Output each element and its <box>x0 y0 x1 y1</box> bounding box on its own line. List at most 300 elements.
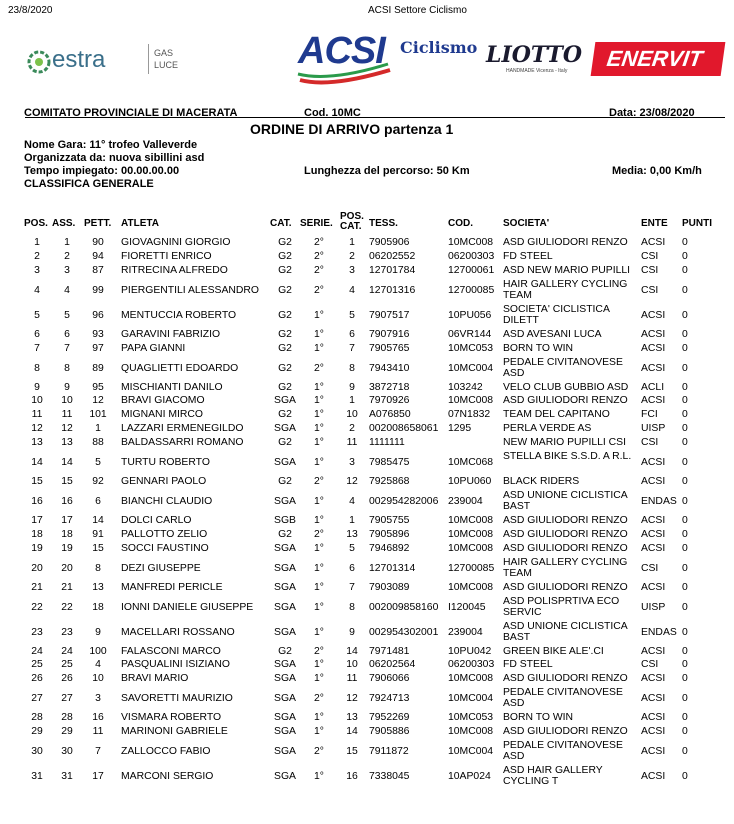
cell-atleta: RITRECINA ALFREDO <box>121 264 228 276</box>
cell-ass: 10 <box>61 395 73 407</box>
cell-cod: 103242 <box>448 381 483 393</box>
cell-poscat: 10 <box>346 409 358 421</box>
cell-cat: G2 <box>278 437 292 449</box>
cell-punti: 0 <box>682 514 688 526</box>
cell-poscat: 13 <box>346 528 358 540</box>
cell-tess: 002954302001 <box>369 626 439 638</box>
print-date: 23/8/2020 <box>8 5 53 16</box>
cell-cod: I120045 <box>448 601 486 613</box>
cell-atleta: MANFREDI PERICLE <box>121 581 223 593</box>
table-row <box>0 673 734 687</box>
cell-cod: 06200303 <box>448 250 495 262</box>
cell-pett: 9 <box>95 626 101 638</box>
cell-serie: 1° <box>314 626 324 638</box>
cell-ente: ACSI <box>641 476 666 487</box>
cell-societa: FD STEEL <box>503 659 553 671</box>
cell-societa: SOCIETA' CICLISTICA DILETT <box>503 303 610 326</box>
table-row <box>0 646 734 660</box>
cell-serie: 1° <box>314 381 324 393</box>
cell-atleta: GIOVAGNINI GIORGIO <box>121 237 231 248</box>
header-rule <box>25 117 725 118</box>
cell-serie: 1° <box>314 581 324 593</box>
table-row <box>0 687 734 712</box>
cell-pos: 6 <box>34 328 40 340</box>
cell-ente: CSI <box>641 250 659 262</box>
cell-atleta: BALDASSARRI ROMANO <box>121 437 244 449</box>
cell-atleta: GARAVINI FABRIZIO <box>121 328 221 340</box>
cell-punti: 0 <box>682 328 688 340</box>
cell-punti: 0 <box>682 771 688 782</box>
cell-pos: 30 <box>31 746 43 757</box>
race-name: Nome Gara: 11° trofeo Valleverde <box>24 139 198 151</box>
cell-tess: 002009858160 <box>369 601 439 613</box>
cell-cod: 12700061 <box>448 264 495 276</box>
cell-poscat: 2 <box>349 250 355 262</box>
cell-tess: 7970926 <box>369 395 410 407</box>
cell-tess: 7906066 <box>369 673 410 685</box>
cell-serie: 2° <box>314 284 324 296</box>
cell-pos: 10 <box>31 395 43 407</box>
cell-pett: 87 <box>92 264 104 276</box>
cell-poscat: 10 <box>346 659 358 671</box>
cell-pett: 10 <box>92 673 104 685</box>
cell-ente: UISP <box>641 423 666 435</box>
cell-poscat: 15 <box>346 746 358 757</box>
cell-cod: 10PU060 <box>448 476 492 487</box>
cell-poscat: 16 <box>346 771 358 782</box>
cell-serie: 1° <box>314 328 324 340</box>
cell-punti: 0 <box>682 264 688 276</box>
cell-pett: 7 <box>95 746 101 757</box>
cell-tess: 3872718 <box>369 381 410 393</box>
table-row <box>0 251 734 265</box>
cell-ass: 21 <box>61 581 73 593</box>
cell-cat: G2 <box>278 328 292 340</box>
organizer: Organizzata da: nuova sibillini asd <box>24 152 205 164</box>
cell-cod: 06VR144 <box>448 328 492 340</box>
cell-ente: ACSI <box>641 581 666 593</box>
cell-ass: 11 <box>61 409 73 421</box>
cell-cat: G2 <box>278 362 292 374</box>
cell-pos: 4 <box>34 284 40 296</box>
time-taken: Tempo impiegato: 00.00.00.00 <box>24 165 180 177</box>
cell-punti: 0 <box>682 395 688 407</box>
cell-pett: 91 <box>92 528 104 540</box>
cell-pos: 7 <box>34 342 40 354</box>
cell-cod: 10MC008 <box>448 726 494 738</box>
cell-cod: 1295 <box>448 423 472 435</box>
cell-ente: ACSI <box>641 528 666 540</box>
cell-serie: 1° <box>314 514 324 526</box>
table-row <box>0 596 734 621</box>
cell-ente: FCI <box>641 409 658 421</box>
cell-punti: 0 <box>682 284 688 296</box>
table-row <box>0 395 734 409</box>
cell-poscat: 7 <box>349 342 355 354</box>
cell-tess: 7905765 <box>369 342 410 354</box>
cell-ass: 24 <box>61 645 73 657</box>
cell-societa: PERLA VERDE AS <box>503 423 592 435</box>
cell-pos: 20 <box>31 562 43 574</box>
cell-ente: ACSI <box>641 712 666 724</box>
cell-ass: 23 <box>61 626 73 638</box>
table-row <box>0 237 734 251</box>
cell-atleta: MIGNANI MIRCO <box>121 409 203 421</box>
cell-societa: BLACK RIDERS <box>503 476 580 487</box>
cell-ass: 6 <box>64 328 70 340</box>
cell-pett: 18 <box>92 601 104 613</box>
cell-cod: 10PU056 <box>448 309 492 321</box>
cell-ente: ACSI <box>641 457 666 468</box>
cell-atleta: DOLCI CARLO <box>121 514 192 526</box>
cell-societa: ASD NEW MARIO PUPILLI <box>503 264 631 276</box>
cell-pett: 101 <box>89 409 107 421</box>
cell-ass: 5 <box>64 309 70 321</box>
liotto-sub: HANDMADE Vicenza - Italy <box>506 68 568 74</box>
cell-cod: 10MC053 <box>448 712 494 724</box>
table-row <box>0 304 734 329</box>
cell-pett: 99 <box>92 284 104 296</box>
cell-pett: 94 <box>92 250 104 262</box>
cell-atleta: MARCONI SERGIO <box>121 771 214 782</box>
cell-cat: SGA <box>274 673 296 685</box>
cell-ass: 22 <box>61 601 73 613</box>
cell-poscat: 8 <box>349 362 355 374</box>
cell-tess: 7911872 <box>369 746 409 757</box>
cell-cat: SGA <box>274 712 296 724</box>
cell-serie: 1° <box>314 726 324 738</box>
table-row <box>0 279 734 304</box>
cell-cod: 12700085 <box>448 284 495 296</box>
table-row <box>0 451 734 476</box>
col-pos: POS. <box>24 218 48 229</box>
cell-serie: 1° <box>314 457 324 468</box>
cell-punti: 0 <box>682 309 688 321</box>
cell-pett: 17 <box>92 771 104 782</box>
cell-ente: ACSI <box>641 237 666 248</box>
cell-poscat: 6 <box>349 562 355 574</box>
cell-cat: SGA <box>274 746 296 757</box>
cell-societa: VELO CLUB GUBBIO ASD <box>503 381 629 393</box>
cell-pos: 9 <box>34 381 40 393</box>
cell-pos: 28 <box>31 712 43 724</box>
cell-poscat: 3 <box>349 264 355 276</box>
cell-ente: CSI <box>641 284 659 296</box>
col-poscat: POS. CAT. <box>340 211 364 232</box>
cell-cod: 07N1832 <box>448 409 491 421</box>
col-cat: CAT. <box>270 218 292 229</box>
cell-poscat: 12 <box>346 693 358 705</box>
cell-tess: 7971481 <box>369 645 410 657</box>
cell-atleta: IONNI DANIELE GIUSEPPE <box>121 601 254 613</box>
cell-ente: ACSI <box>641 342 666 354</box>
cell-tess: 7905896 <box>369 528 410 540</box>
cell-tess: 7907517 <box>369 309 410 321</box>
cell-ass: 30 <box>61 746 73 757</box>
cell-cat: G2 <box>278 409 292 421</box>
cell-serie: 2° <box>314 250 324 262</box>
estra-name: estra <box>52 46 106 73</box>
col-ente: ENTE <box>641 218 668 229</box>
cell-punti: 0 <box>682 342 688 354</box>
cell-pos: 3 <box>34 264 40 276</box>
cell-pett: 90 <box>92 237 104 248</box>
cell-atleta: BRAVI GIACOMO <box>121 395 205 407</box>
cell-cod: 10MC008 <box>448 542 494 554</box>
cell-pett: 15 <box>92 542 104 554</box>
cell-pett: 1 <box>95 423 101 435</box>
estra-mark-icon <box>26 49 52 75</box>
cell-pos: 14 <box>31 457 43 468</box>
cell-cat: SGA <box>274 457 296 468</box>
cell-cod: 10MC008 <box>448 514 494 526</box>
cell-atleta: GENNARI PAOLO <box>121 476 207 487</box>
print-title: ACSI Settore Ciclismo <box>368 5 467 16</box>
cell-serie: 1° <box>314 309 324 321</box>
cell-societa: ASD GIULIODORI RENZO <box>503 726 628 738</box>
cell-atleta: PALLOTTO ZELIO <box>121 528 208 540</box>
cell-cat: SGA <box>274 581 296 593</box>
cell-pett: 95 <box>92 381 104 393</box>
cell-pos: 22 <box>31 601 43 613</box>
cell-tess: 7905906 <box>369 237 410 248</box>
cell-serie: 1° <box>314 771 324 782</box>
cell-punti: 0 <box>682 726 688 738</box>
table-row <box>0 343 734 357</box>
estra-gas: GAS <box>154 48 174 58</box>
cell-cod: 10MC008 <box>448 673 494 685</box>
cell-pos: 11 <box>31 409 43 421</box>
col-tess: TESS. <box>369 218 398 229</box>
cell-poscat: 1 <box>349 395 355 407</box>
cell-cod: 10MC008 <box>448 395 494 407</box>
cell-cod: 239004 <box>448 495 483 507</box>
cell-punti: 0 <box>682 437 688 449</box>
cell-pett: 4 <box>95 659 101 671</box>
cell-societa: ASD GIULIODORI RENZO <box>503 673 628 685</box>
cell-societa: ASD GIULIODORI RENZO <box>503 542 628 554</box>
cell-poscat: 12 <box>346 476 358 487</box>
cell-punti: 0 <box>682 409 688 421</box>
cell-atleta: BRAVI MARIO <box>121 673 189 685</box>
cell-ente: ENDAS <box>641 626 677 638</box>
cell-poscat: 9 <box>349 626 355 638</box>
cell-cat: SGA <box>274 395 296 407</box>
cell-societa: ASD HAIR GALLERY CYCLING T <box>503 765 603 787</box>
cell-cat: G2 <box>278 309 292 321</box>
cell-pett: 89 <box>92 362 104 374</box>
cell-punti: 0 <box>682 645 688 657</box>
cell-ass: 28 <box>61 712 73 724</box>
cell-atleta: FIORETTI ENRICO <box>121 250 212 262</box>
cell-pett: 14 <box>92 514 104 526</box>
cell-pos: 17 <box>31 514 43 526</box>
col-serie: SERIE. <box>300 218 333 229</box>
cell-tess: 7985475 <box>369 457 410 468</box>
cell-cat: SGA <box>274 659 296 671</box>
cell-tess: 7943410 <box>369 362 410 374</box>
cell-societa: ASD GIULIODORI RENZO <box>503 581 628 593</box>
table-row <box>0 765 734 790</box>
cell-ente: ACSI <box>641 542 666 554</box>
cell-ass: 20 <box>61 562 73 574</box>
table-row <box>0 582 734 596</box>
cell-serie: 1° <box>314 342 324 354</box>
cell-pos: 13 <box>31 437 43 449</box>
cell-cat: SGA <box>274 726 296 738</box>
cell-pett: 92 <box>92 476 104 487</box>
cell-atleta: PASQUALINI ISIZIANO <box>121 659 230 671</box>
cell-ass: 2 <box>64 250 70 262</box>
cell-punti: 0 <box>682 381 688 393</box>
cell-pos: 21 <box>31 581 43 593</box>
cell-tess: 1111111 <box>369 437 405 449</box>
cell-ente: ACSI <box>641 726 666 738</box>
cell-atleta: MENTUCCIA ROBERTO <box>121 309 237 321</box>
table-row <box>0 329 734 343</box>
cell-ass: 3 <box>64 264 70 276</box>
cell-serie: 2° <box>314 362 324 374</box>
cell-pett: 100 <box>89 645 107 657</box>
cell-societa: ASD GIULIODORI RENZO <box>503 514 628 526</box>
cell-poscat: 1 <box>349 514 355 526</box>
cell-poscat: 5 <box>349 542 355 554</box>
cell-ente: ACSI <box>641 309 666 321</box>
cell-pos: 15 <box>31 476 43 487</box>
cell-pos: 8 <box>34 362 40 374</box>
table-row <box>0 423 734 437</box>
cell-atleta: LAZZARI ERMENEGILDO <box>121 423 244 435</box>
cell-poscat: 3 <box>349 457 355 468</box>
cell-atleta: SAVORETTI MAURIZIO <box>121 693 233 705</box>
estra-luce: LUCE <box>154 60 179 70</box>
cell-punti: 0 <box>682 237 688 248</box>
table-row <box>0 515 734 529</box>
cell-poscat: 11 <box>346 673 358 685</box>
table-row <box>0 409 734 423</box>
cell-atleta: ZALLOCCO FABIO <box>121 746 211 757</box>
cell-serie: 2° <box>314 237 324 248</box>
cell-atleta: MISCHIANTI DANILO <box>121 381 223 393</box>
cell-ente: ENDAS <box>641 495 677 507</box>
cell-serie: 2° <box>314 528 324 540</box>
cell-atleta: MARINONI GABRIELE <box>121 726 228 738</box>
cell-cat: SGA <box>274 601 296 613</box>
cell-cat: G2 <box>278 645 292 657</box>
table-row <box>0 529 734 543</box>
cell-pos: 16 <box>31 495 43 507</box>
cell-cod: 10MC008 <box>448 237 494 248</box>
cell-ass: 1 <box>64 237 70 248</box>
cell-societa: ASD AVESANI LUCA <box>503 328 602 340</box>
cell-tess: 7338045 <box>369 771 410 782</box>
cell-punti: 0 <box>682 457 688 468</box>
cell-punti: 0 <box>682 423 688 435</box>
cell-cat: SGA <box>274 542 296 554</box>
cell-societa: BORN TO WIN <box>503 342 574 354</box>
cell-tess: 002008658061 <box>369 423 439 435</box>
cell-serie: 2° <box>314 264 324 276</box>
cell-cat: SGB <box>274 514 296 526</box>
cell-ass: 4 <box>64 284 70 296</box>
cell-cod: 10MC008 <box>448 581 494 593</box>
course-length: Lunghezza del percorso: 50 Km <box>304 165 470 177</box>
col-pett: PETT. <box>84 218 112 229</box>
cell-ass: 18 <box>61 528 73 540</box>
table-row <box>0 437 734 451</box>
cell-serie: 1° <box>314 423 324 435</box>
table-row <box>0 659 734 673</box>
cell-ass: 16 <box>61 495 73 507</box>
cell-pos: 18 <box>31 528 43 540</box>
cell-punti: 0 <box>682 562 688 574</box>
cell-atleta: TURTU ROBERTO <box>121 457 210 468</box>
table-row <box>0 712 734 726</box>
col-atleta: ATLETA <box>121 218 159 229</box>
cell-tess: 7903089 <box>369 581 410 593</box>
cell-pett: 6 <box>95 495 101 507</box>
cell-cod: 10MC053 <box>448 342 494 354</box>
cell-pett: 96 <box>92 309 104 321</box>
cell-atleta: FALASCONI MARCO <box>121 645 221 657</box>
cell-pett: 16 <box>92 712 104 724</box>
cell-cod: 10MC004 <box>448 693 494 705</box>
cell-societa: NEW MARIO PUPILLI CSI <box>503 437 626 449</box>
cell-cod: 10MC004 <box>448 362 494 374</box>
cell-tess: 12701316 <box>369 284 416 296</box>
cell-ente: ACSI <box>641 771 666 782</box>
cell-serie: 1° <box>314 562 324 574</box>
cell-serie: 2° <box>314 746 324 757</box>
cell-ente: CSI <box>641 659 659 671</box>
cell-tess: 7946892 <box>369 542 410 554</box>
cell-cod: 239004 <box>448 626 483 638</box>
cell-ass: 8 <box>64 362 70 374</box>
cell-ass: 13 <box>61 437 73 449</box>
cell-punti: 0 <box>682 528 688 540</box>
cell-punti: 0 <box>682 712 688 724</box>
cell-poscat: 13 <box>346 712 358 724</box>
cell-serie: 1° <box>314 659 324 671</box>
cell-cod: 06200303 <box>448 659 495 671</box>
cell-ente: ACSI <box>641 395 666 407</box>
cell-ente: CSI <box>641 562 659 574</box>
cell-ass: 9 <box>64 381 70 393</box>
race-code: Cod. 10MC <box>304 107 361 119</box>
col-cod: COD. <box>448 218 473 229</box>
cell-ente: ACSI <box>641 645 666 657</box>
cell-serie: 1° <box>314 495 324 507</box>
cell-pett: 97 <box>92 342 104 354</box>
table-row <box>0 490 734 515</box>
cell-atleta: PIERGENTILI ALESSANDRO <box>121 284 260 296</box>
cell-cod: 10MC008 <box>448 528 494 540</box>
cell-ente: ACSI <box>641 746 666 757</box>
committee: COMITATO PROVINCIALE DI MACERATA <box>24 107 238 119</box>
cell-cat: G2 <box>278 381 292 393</box>
cell-pett: 88 <box>92 437 104 449</box>
col-punti: PUNTI <box>682 218 712 229</box>
cell-poscat: 8 <box>349 601 355 613</box>
cell-poscat: 2 <box>349 423 355 435</box>
col-ass: ASS. <box>52 218 76 229</box>
cell-societa: ASD POLISPRTIVA ECO SERVIC <box>503 595 620 618</box>
cell-ass: 19 <box>61 542 73 554</box>
cell-tess: 12701314 <box>369 562 416 574</box>
cell-atleta: BIANCHI CLAUDIO <box>121 495 213 507</box>
cell-cat: SGA <box>274 771 296 782</box>
average-speed: Media: 0,00 Km/h <box>612 165 702 177</box>
